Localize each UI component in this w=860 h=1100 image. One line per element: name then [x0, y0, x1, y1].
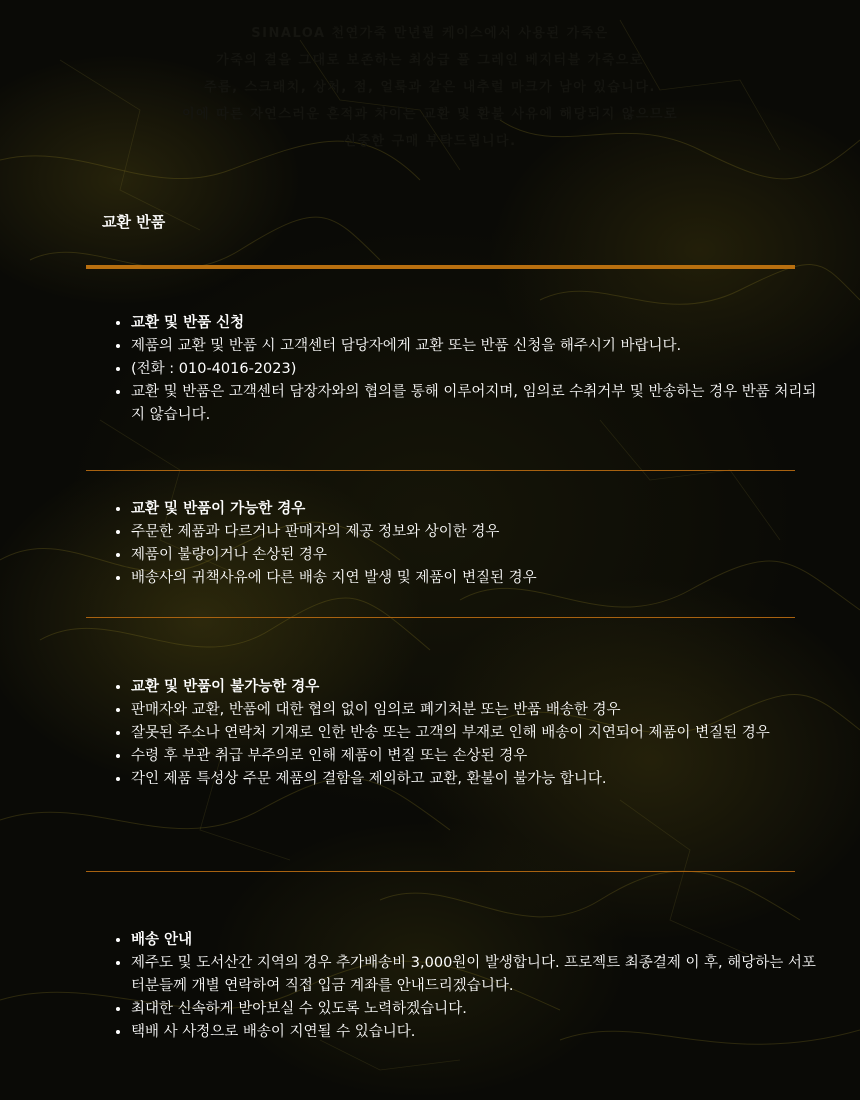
list-heading: • 배송 안내: [131, 929, 821, 952]
notice-line: 이에 따른 자연스러운 흔적과 차이는 교환 및 환불 사유에 해당되지 않으므로: [181, 107, 679, 122]
notice-line: 신중한 구매 부탁드립니다.: [343, 134, 517, 149]
exchange-allowed-list: [102, 498, 821, 590]
list-item: • 각인 제품 특성상 주문 제품의 결함을 제외하고 교환, 환불이 불가능 합니다.: [131, 768, 821, 791]
list-item: • (전화 : 010-4016-2023): [131, 358, 821, 381]
section-title: 교환 반품: [102, 213, 166, 231]
list-item: • 판매자와 교환, 반품에 대한 협의 없이 임의로 폐기처분 또는 반품 배송한 경우: [131, 699, 821, 722]
notice-line: 주름, 스크래치, 상처, 점, 얼룩과 같은 내추럴 마크가 남아 있습니다.: [204, 80, 656, 95]
list-heading: • 교환 및 반품이 가능한 경우: [131, 498, 821, 521]
list-item: • 잘못된 주소나 연락처 기재로 인한 반송 또는 고객의 부재로 인해 배송이 지연되어 제품이 변질된 경우: [131, 722, 821, 745]
block-divider: [86, 617, 795, 618]
notice-line: SINALOA 천연가죽 만년필 케이스에서 사용된 가죽은: [251, 26, 609, 41]
list-item: • 배송사의 귀책사유에 다른 배송 지연 발생 및 제품이 변질된 경우: [131, 567, 821, 590]
list-item: • 제품의 교환 및 반품 시 고객센터 담당자에게 교환 또는 반품 신청을 해주시기 바랍니다.: [131, 335, 821, 358]
exchange-not-allowed-list: [102, 676, 821, 791]
list-item: • 주문한 제품과 다르거나 판매자의 제공 정보와 상이한 경우: [131, 521, 821, 544]
list-item: • 수령 후 부관 취급 부주의로 인해 제품이 변질 또는 손상된 경우: [131, 745, 821, 768]
exchange-request-list: [102, 312, 821, 427]
list-item: • 최대한 신속하게 받아보실 수 있도록 노력하겠습니다.: [131, 998, 821, 1021]
list-item: • 제주도 및 도서산간 지역의 경우 추가배송비 3,000원이 발생합니다. 프로젝트 최종결제 이 후, 해당하는 서포터분들께 개별 연락하여 직접 입금 계좌를 안내드리겠습니다.: [131, 952, 821, 998]
list-item: • 교환 및 반품은 고객센터 담장자와의 협의를 통해 이루어지며, 임의로 수취거부 및 반송하는 경우 반품 처리되지 않습니다.: [131, 381, 821, 427]
block-divider: [86, 470, 795, 471]
block-divider: [86, 871, 795, 872]
leather-notice: [0, 20, 860, 155]
list-item: • 제품이 불량이거나 손상된 경우: [131, 544, 821, 567]
notice-line: 가죽의 결을 그대로 보존하는 최상급 풀 그레인 베지터블 가죽으로: [216, 53, 644, 68]
section-divider-thick: [86, 265, 795, 269]
list-heading: • 교환 및 반품 신청: [131, 312, 821, 335]
list-item: • 택배 사 사정으로 배송이 지연될 수 있습니다.: [131, 1021, 821, 1044]
list-heading: • 교환 및 반품이 불가능한 경우: [131, 676, 821, 699]
shipping-info-list: [102, 929, 821, 1044]
